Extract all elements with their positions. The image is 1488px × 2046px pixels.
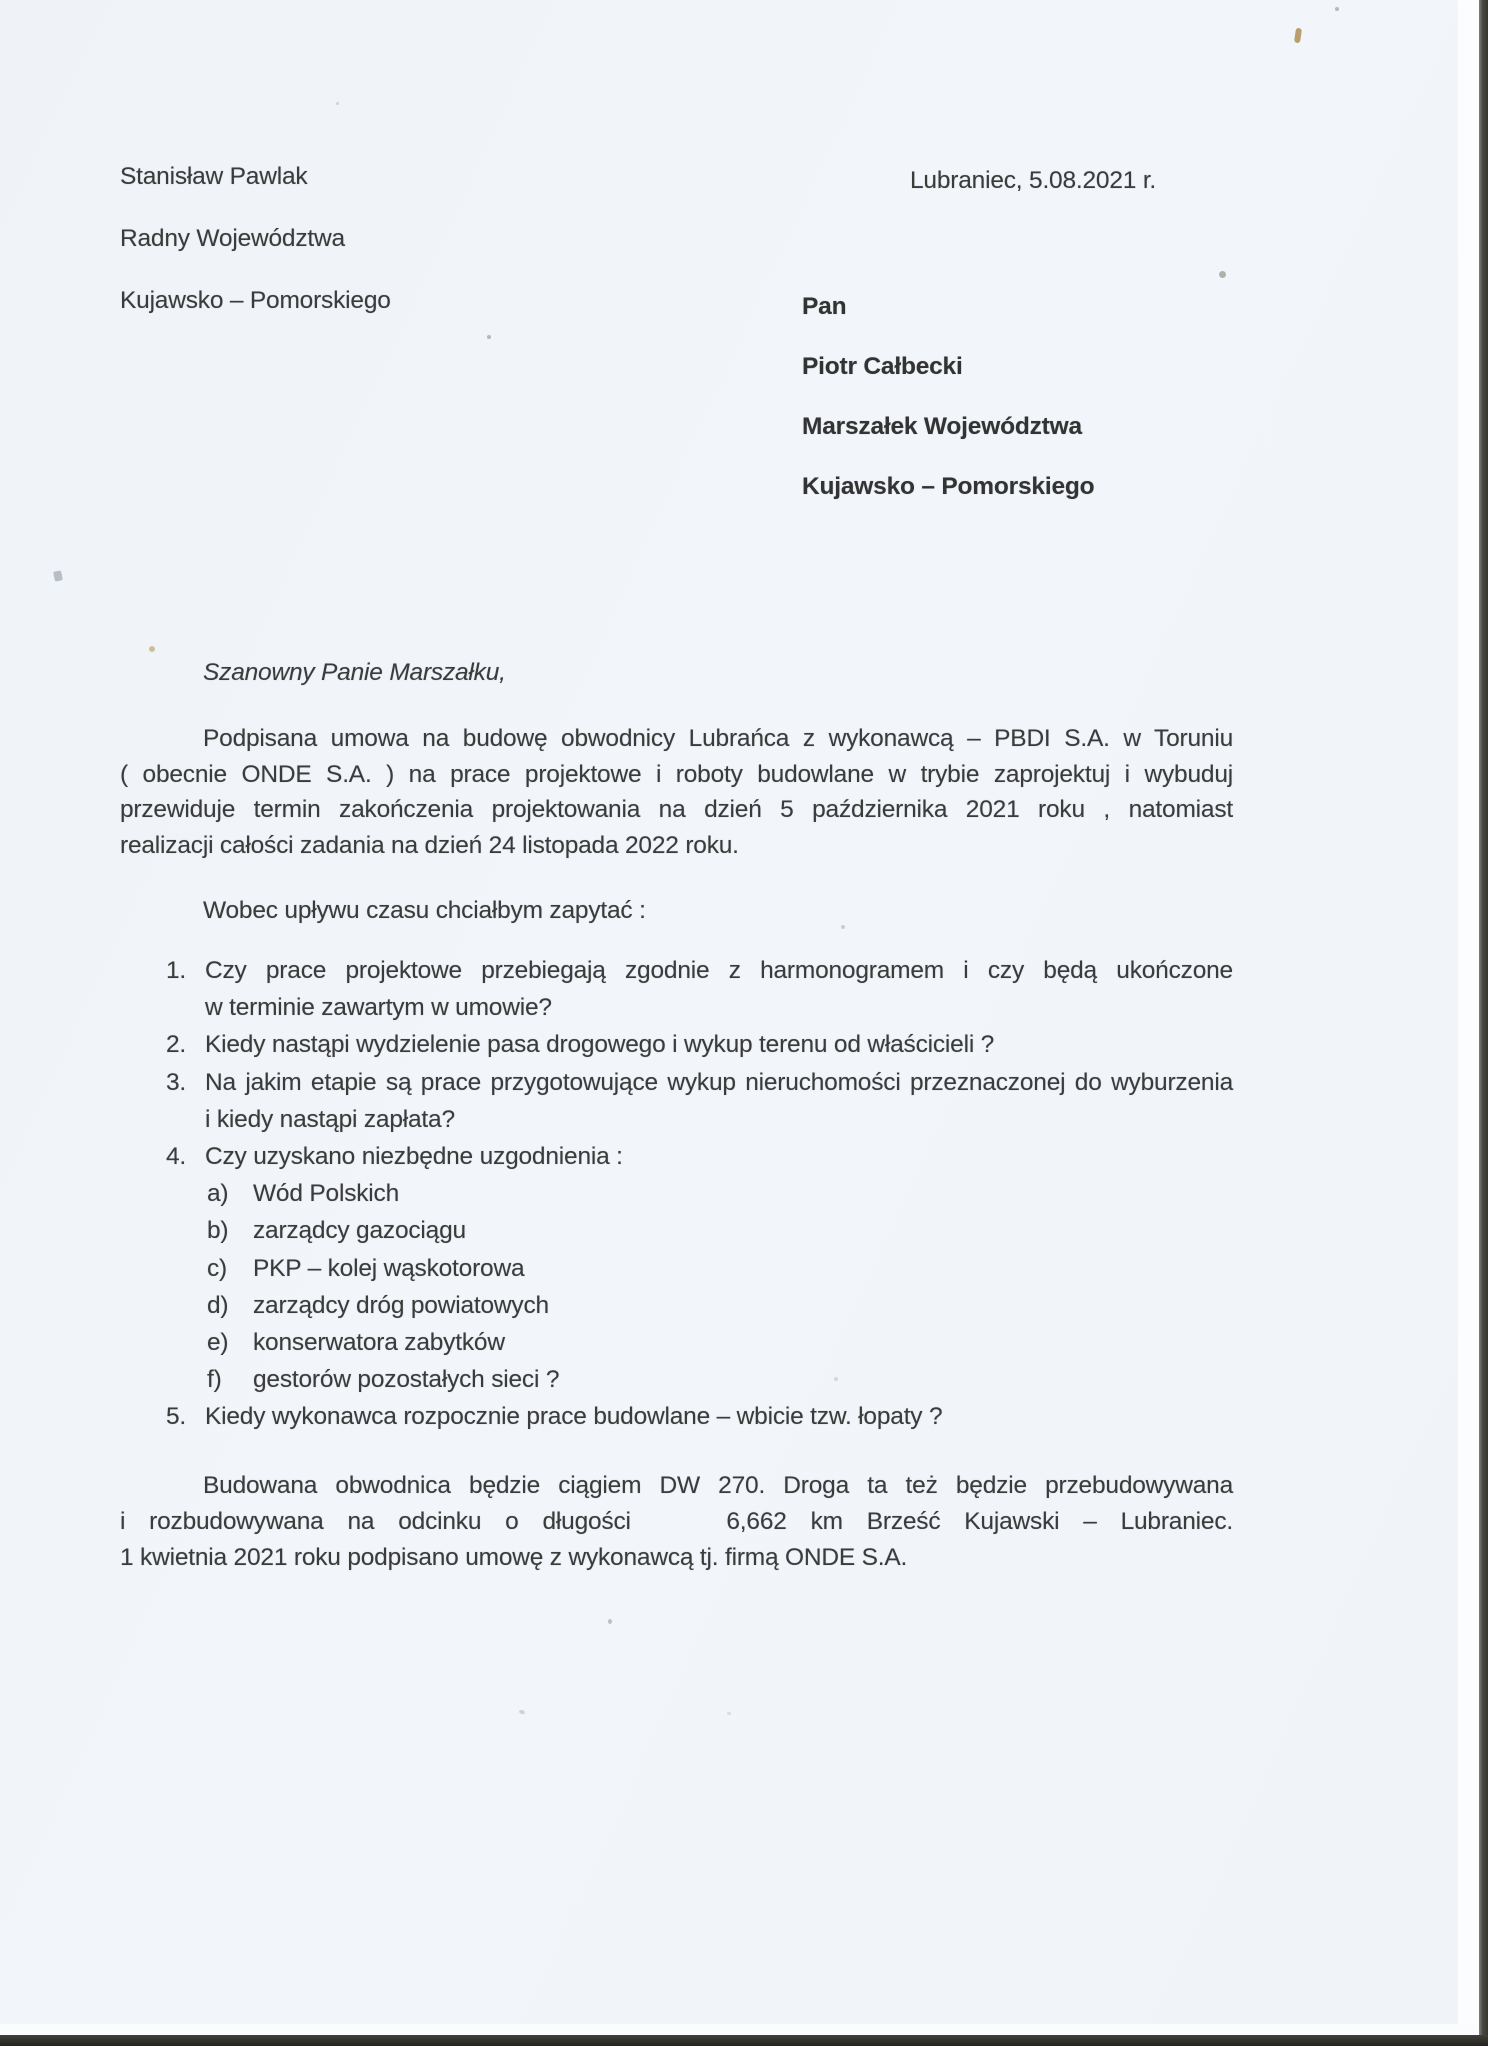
sub-list-item-b [120,1212,1233,1249]
list-marker: 5. [166,1403,187,1431]
scan-paper-edge-right [1458,0,1479,2035]
scan-speck [1335,7,1339,11]
recipient-title-line2: Kujawsko – Pomorskiego [802,473,1095,500]
paragraph-line: realizacji całości zadania na dzień 24 listopada 2022 roku. [120,831,739,859]
list-item-text: i kiedy nastąpi zapłata? [205,1105,455,1133]
sub-list-item-e [120,1324,1233,1361]
sub-list-item-d [120,1287,1233,1324]
sub-list-item-text: Wód Polskich [253,1180,400,1208]
list-item-3 [120,1064,1233,1138]
scan-speck [487,335,491,339]
sub-list-marker: d) [207,1291,229,1319]
list-marker: 1. [166,957,187,984]
paragraph-line: 1 kwietnia 2021 roku podpisano umowę z wykonawcą tj. firmą ONDE S.A. [120,1544,908,1571]
sub-list-marker: a) [207,1180,229,1208]
list-item-1 [120,952,1233,1026]
paragraph-line: Podpisana umowa na budowę obwodnicy Lubrańca z wykonawcą – PBDI S.A. w Toruniu [203,725,1233,752]
scan-speck [149,646,155,652]
recipient-name: Piotr Całbecki [802,353,963,380]
questions-lead-in: Wobec upływu czasu chciałbym zapytać : [203,897,646,924]
scan-speck [53,570,63,581]
list-item-text: Czy uzyskano niezbędne uzgodnienia : [205,1143,623,1171]
paragraph-contract-status [120,721,1233,863]
paragraph-road-details [120,1468,1233,1576]
paragraph-line: przewiduje termin zakończenia projektowania na dzień 5 października 2021 roku , natomiast [120,796,1233,823]
sub-list-item-text: zarządcy dróg powiatowych [253,1291,549,1319]
dateline: Lubraniec, 5.08.2021 r. [910,167,1157,194]
paragraph-line: i rozbudowywana na odcinku o długości 6,662 km Brześć Kujawski – Lubraniec. [120,1508,1233,1535]
scan-edge-bottom [0,2035,1488,2046]
scan-speck [1294,28,1302,44]
scan-speck [608,1619,612,1624]
question-list [120,952,1233,1436]
list-item-text: w terminie zawartym w umowie? [205,994,552,1022]
recipient-honorific: Pan [802,293,847,320]
scan-speck [1219,271,1226,278]
list-marker: 3. [166,1068,187,1096]
paragraph-line: Budowana obwodnica będzie ciągiem DW 270. Droga ta też będzie przebudowywana [203,1472,1233,1499]
scan-speck [518,1709,525,1715]
recipient-title-line1: Marszałek Województwa [802,413,1082,440]
sender-title-line1: Radny Województwa [120,225,345,252]
salutation: Szanowny Panie Marszałku, [203,659,506,686]
sub-list-item-text: PKP – kolej wąskotorowa [253,1254,525,1282]
sender-name: Stanisław Pawlak [120,163,308,190]
scan-edge-right [1479,0,1488,2046]
sub-list-item-text: zarządcy gazociągu [253,1217,466,1245]
scan-speck [841,925,845,929]
list-marker: 4. [166,1143,187,1171]
list-item-text: Czy prace projektowe przebiegają zgodnie z harmonogramem i czy będą ukończone [205,957,1233,984]
sub-list-marker: f) [207,1366,222,1394]
scan-speck [834,1377,838,1381]
list-item-2 [120,1026,1233,1063]
sub-list-item-text: konserwatora zabytków [253,1329,505,1357]
list-marker: 2. [166,1031,187,1059]
list-item-text: Kiedy wykonawca rozpocznie prace budowlane – wbicie tzw. łopaty ? [205,1403,943,1431]
list-item-text: Kiedy nastąpi wydzielenie pasa drogowego i wykup terenu od właścicieli ? [205,1031,995,1059]
scan-speck [727,1712,731,1715]
scan-paper-edge-bottom [0,2024,1479,2035]
sub-list-item-text: gestorów pozostałych sieci ? [253,1366,560,1394]
sender-title-line2: Kujawsko – Pomorskiego [120,287,391,314]
list-item-4 [120,1138,1233,1175]
sub-list-marker: b) [207,1217,229,1245]
sub-list-item-c [120,1250,1233,1287]
paragraph-line: ( obecnie ONDE S.A. ) na prace projektowe i roboty budowlane w trybie zaprojektuj i wybuduj [120,760,1233,788]
list-item-text: Na jakim etapie są prace przygotowujące wykup nieruchomości przeznaczonej do wyburzenia [205,1068,1233,1096]
sub-list-item-f [120,1361,1233,1398]
sub-list-marker: e) [207,1329,229,1357]
sub-list-marker: c) [207,1254,228,1282]
sub-list-item-a [120,1175,1233,1212]
list-item-5 [120,1398,1233,1435]
scan-speck [336,102,339,105]
